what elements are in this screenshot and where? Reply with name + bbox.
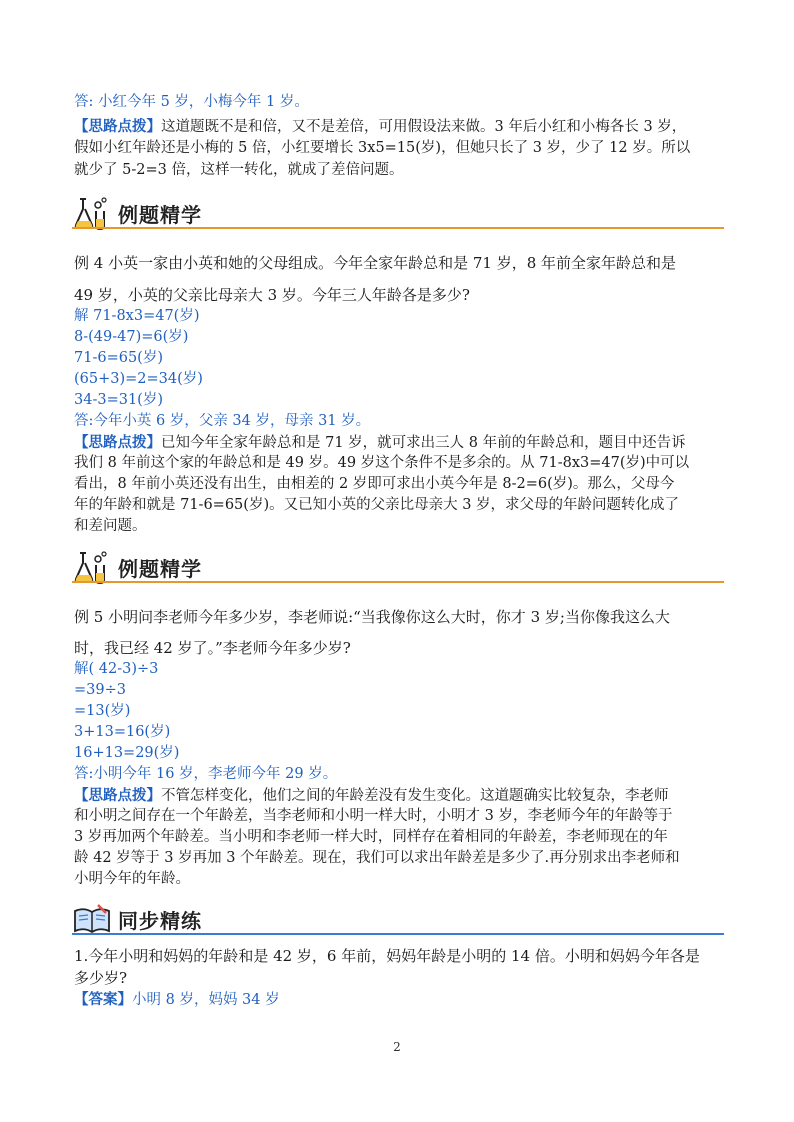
hint-tag: 【思路点拨】 <box>74 787 161 804</box>
question-line: 例 5 小明问李老师今年多少岁，李老师说:“当我像你这么大时，你才 3 岁;当你像我这么大 <box>74 608 670 626</box>
hint-paragraph <box>74 785 669 807</box>
practice-question: 多少岁? <box>74 969 128 987</box>
question-line: 例 4 小英一家由小英和她的父母组成。今年全家年龄总和是 71 岁，8 年前全家年龄总和是 <box>74 254 677 272</box>
hint-tag: 【思路点拨】 <box>74 434 161 451</box>
section-title: 例题精学 <box>118 557 202 581</box>
section-header <box>72 195 724 231</box>
hint-text: 已知今年全家年龄总和是 71 岁，就可求出三人 8 年前的年龄总和，题目中还告诉 <box>161 435 686 451</box>
solution-step: 16+13=29(岁) <box>74 745 180 761</box>
hint-line: 看出，8 年前小英还没有出生，由相差的 2 岁即可求出小英今年是 8-2=6(岁)。那么，父母今 <box>74 476 675 492</box>
answer-tag: 【答案】 <box>74 991 132 1008</box>
practice-question: 1.今年小明和妈妈的年龄和是 42 岁，6 年前，妈妈年龄是小明的 14 倍。小明和妈妈今年各是 <box>74 947 700 965</box>
question-line: 49 岁，小英的父亲比母亲大 3 岁。今年三人年龄各是多少? <box>74 286 470 304</box>
solution-step: 3+13=16(岁) <box>74 724 171 740</box>
hint-text: 这道题既不是和倍，又不是差倍，可用假设法来做。3 年后小红和小梅各长 3 岁， <box>161 119 687 135</box>
hint-paragraph <box>74 432 686 454</box>
hint-paragraph <box>74 116 686 138</box>
solution-step: =13(岁) <box>74 703 131 719</box>
solution-step: 解( 42-3)÷3 <box>74 661 159 677</box>
flask-icon <box>72 549 112 585</box>
hint-line: 3 岁再加两个年龄差。当小明和李老师一样大时，同样存在着相同的年龄差，李老师现在的年 <box>74 829 668 845</box>
page-number: 2 <box>393 1040 401 1054</box>
hint-line: 和差问题。 <box>74 518 147 534</box>
hint-text: 不管怎样变化，他们之间的年龄差没有发生变化。这道题确实比较复杂，李老师 <box>161 788 669 804</box>
answer-line: 答:小明今年 16 岁，李老师今年 29 岁。 <box>74 766 338 782</box>
section-rule <box>72 933 724 935</box>
solution-step: 34-3=31(岁) <box>74 392 163 408</box>
section-rule <box>72 581 724 583</box>
question-line: 时，我已经 42 岁了。”李老师今年多少岁? <box>74 639 351 657</box>
practice-answer <box>74 989 280 1011</box>
section-header <box>72 549 724 585</box>
book-icon <box>72 901 112 937</box>
flask-icon <box>72 195 112 231</box>
hint-line: 龄 42 岁等于 3 岁再加 3 个年龄差。现在，我们可以求出年龄差是多少了.再分别求出李老师和 <box>74 850 680 866</box>
hint-line: 和小明之间存在一个年龄差，当李老师和小明一样大时，小明才 3 岁，李老师今年的年龄等于 <box>74 808 673 824</box>
hint-line: 年的年龄和就是 71-6=65(岁)。又已知小英的父亲比母亲大 3 岁，求父母的年龄问题转化成了 <box>74 497 680 513</box>
hint-tag: 【思路点拨】 <box>74 118 161 135</box>
section-rule <box>72 227 724 229</box>
section-header <box>72 901 724 937</box>
hint-line: 我们 8 年前这个家的年龄总和是 49 岁。49 岁这个条件不是多余的。从 71-8x3=47(岁)中可以 <box>74 455 690 471</box>
hint-line: 小明今年的年龄。 <box>74 871 190 887</box>
solution-step: 解 71-8x3=47(岁) <box>74 308 200 324</box>
solution-step: 71-6=65(岁) <box>74 350 163 366</box>
hint-line: 就少了 5-2=3 倍，这样一转化，就成了差倍问题。 <box>74 162 404 178</box>
section-title: 例题精学 <box>118 203 202 227</box>
solution-step: (65+3)=2=34(岁) <box>74 371 203 387</box>
solution-step: =39÷3 <box>74 682 126 698</box>
answer-line: 答: 小红今年 5 岁，小梅今年 1 岁。 <box>74 94 309 110</box>
section-title: 同步精练 <box>118 909 202 933</box>
solution-step: 8-(49-47)=6(岁) <box>74 329 189 345</box>
hint-line: 假如小红年龄还是小梅的 5 倍，小红要增长 3x5=15(岁)，但她只长了 3 岁，少了 12 岁。所以 <box>74 140 691 156</box>
answer-line: 答:今年小英 6 岁，父亲 34 岁，母亲 31 岁。 <box>74 413 371 429</box>
answer-text: 小明 8 岁，妈妈 34 岁 <box>132 992 280 1008</box>
